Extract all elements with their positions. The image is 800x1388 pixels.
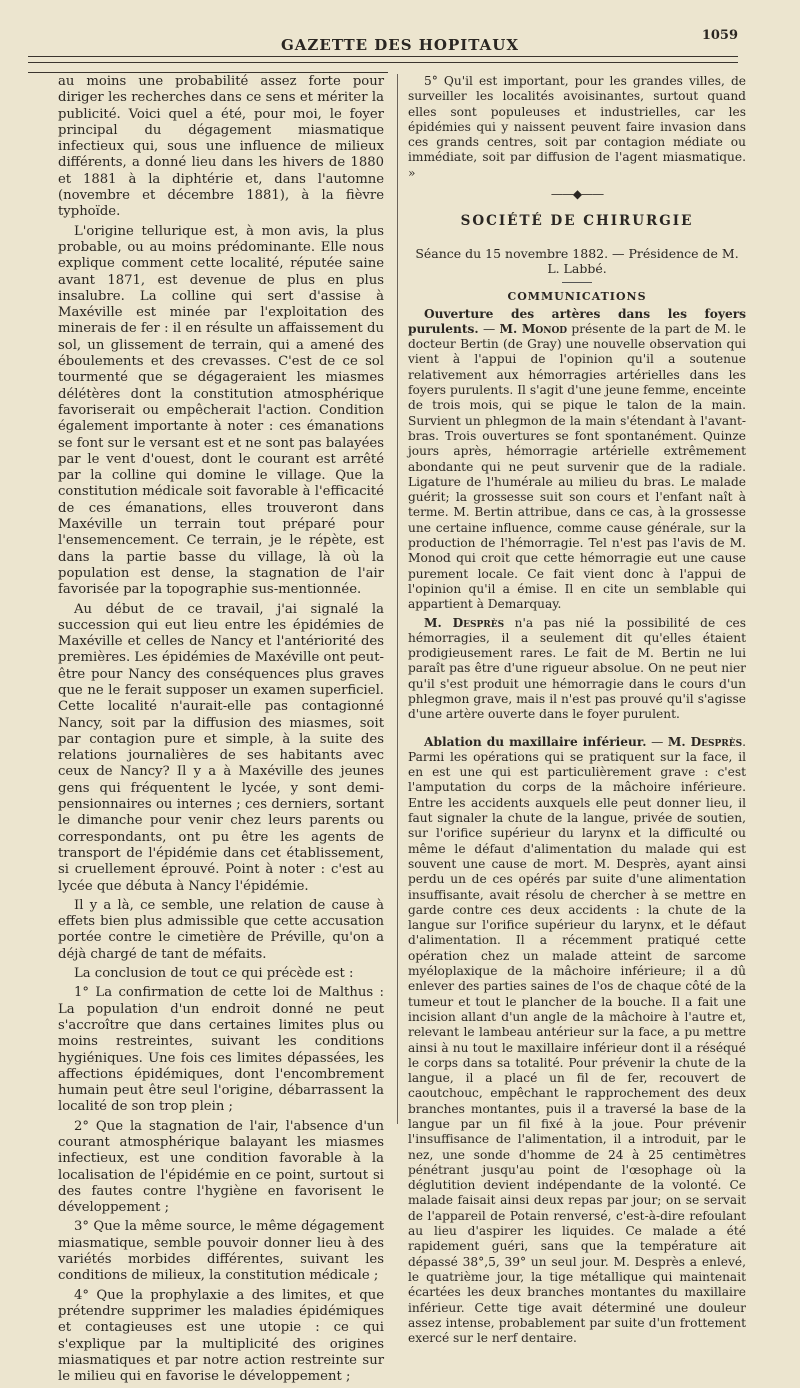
right-column <box>408 74 746 1349</box>
paragraph: Il y a là, ce semble, une relation de cause à effets bien plus admissible que cette accusation portée contre le cimetière de Préville, qu'on a déjà chargé de tant de méfaits. <box>58 897 384 962</box>
article-body: . Parmi les opérations qui se pratiquent sur la face, il en est une qui est particulièrement grave : c'est l'amputation du corps de la mâchoire inférieure. Entre les accidents auxquels elle peut donner lieu, il faut signaler la chute de la langue, privée de soutien, sur l'orifice supérieur du larynx et la difficulté ou même le défaut d'alimentation du malade qui est souvent une cause de mort. M. Desprès, ayant ainsi perdu un de ces opérés par suite d'une alimentation insuffisante, avait résolu de chercher à se mettre en garde contre ces deux accidents : la chute de la langue sur l'orifice supérieur du larynx, et le défaut d'alimentation. Il a récemment pratiqué cette opération chez un malade atteint de sarcome myéloplaxique de la mâchoire inférieure; il a dû enlever des parties saines de l'os de chaque côté de la tumeur et tout le plancher de la bouche. Il a fait une incision allant d'un angle de la mâchoire à l'autre et, relevant le lambeau antérieur sur la face, a pu mettre ainsi à nu tout le maxillaire inférieur dont il a réséqué le corps dans sa totalité. Pour prévenir la chute de la langue, il a placé un fil de fer, recouvert de caoutchouc, empêchant le rapprochement des deux branches montantes, puis il a traversé la base de la langue par un fil fixé à la joue. Pour prévenir l'insuffisance de l'alimentation, il a introduit, par le nez, une sonde d'homme de 24 à 25 centimètres pénétrant jusqu'au point de l'œsophage où la déglutition devient indépendante de la volonté. Ce malade faisait ainsi deux repas par jour; on se servait de l'appareil de Potain renversé, c'est-à-dire refoulant au lieu d'aspirer les liquides. Ce malade a été rapidement guéri, sans que la température ait dépassé 38°,5, 39° un seul jour. M. Desprès a enlevé, le quatrième jour, la tige métallique qui maintenait écartées les deux branches montantes du maxillaire inférieur. Cette tige avait déterminé une douleur assez intense, probablement par suite d'un frottement exercé sur le nerf dentaire. <box>408 734 747 1346</box>
section-title: SOCIÉTÉ DE CHIRURGIE <box>460 213 694 230</box>
paragraph: La conclusion de tout ce qui précède est : <box>74 966 354 982</box>
paragraph: 4° Que la prophylaxie a des limites, et que prétendre supprimer les maladies épidémiques et contagieuses est une utopie : ce qui s'explique par la multiplicité des origines miasmatiques et par notre action restreinte sur le milieu qui en favorise le développement ; <box>58 1287 384 1385</box>
speaker-name: M. Desprès <box>667 734 743 749</box>
speaker-name: M. Desprès <box>424 615 505 630</box>
paragraph: au moins une probabilité assez forte pour diriger les recherches dans ce sens et mériter la publicité. Voici quel a été, pour moi, le foyer principal du dégagement miasmatique infectieux qui, sous une influence de milieux différents, a donné lieu dans les hivers de 1880 et 1881 à la diphtérie et, dans l'automne (novembre et décembre 1881), à la fièvre typhoïde. <box>58 74 384 220</box>
article-body: n'a pas nié la possibilité de ces hémorragies, il a seulement dit qu'elles étaient prodigieusement rares. Le fait de M. Bertin ne lui paraît pas être d'une rigueur absolue. On ne peut nier qu'il s'est produit une hémorragie dans le cours d'un phlegmon grave, mais il n'est pas prouvé qu'il s'agisse d'une artère ouverte dans le foyer purulent. <box>408 615 746 722</box>
header-rule <box>28 56 738 57</box>
article-paragraph: Ablation du maxillaire inférieur. — M. Desprès. Parmi les opérations qui se pratiquent sur la face, il en est une qui est particulièrement grave : c'est l'amputation du corps de la mâchoire inférieure. Entre les accidents auxquels elle peut donner lieu, il faut signaler la chute de la langue, privée de soutien, sur l'orifice supérieur du larynx et la difficulté ou même le défaut d'alimentation du malade qui est souvent une cause de mort. M. Desprès, ayant ainsi perdu un de ces opérés par suite d'une alimentation insuffisante, avait résolu de chercher à se mettre en garde contre ces deux accidents : la chute de la langue sur l'orifice supérieur du larynx, et le défaut d'alimentation. Il a récemment pratiqué cette opération chez un malade atteint de sarcome myéloplaxique de la mâchoire inférieure; il a dû enlever des parties saines de l'os de chaque côté de la tumeur et tout le plancher de la bouche. Il a fait une incision allant d'un angle de la mâchoire à l'autre et, relevant le lambeau antérieur sur la face, a pu mettre ainsi à nu tout le maxillaire inférieur dont il a réséqué le corps dans sa totalité. Pour prévenir la chute de la langue, il a placé un fil de fer, recouvert de caoutchouc, empêchant le rapprochement des deux branches montantes, puis il a traversé la base de la langue par un fil fixé à la joue. Pour prévenir l'insuffisance de l'alimentation, il a introduit, par le nez, une sonde d'homme de 24 à 25 centimètres pénétrant jusqu'au point de l'œsophage où la déglutition devient indépendante de la volonté. Ce malade faisait ainsi deux repas par jour; on se servait de l'appareil de Potain renversé, c'est-à-dire refoulant au lieu d'aspirer les liquides. Ce malade a été rapidement guéri, sans que la température ait dépassé 38°,5, 39° un seul jour. M. Desprès a enlevé, le quatrième jour, la tige métallique qui maintenait écartées les deux branches montantes du maxillaire inférieur. Cette tige avait déterminé une douleur assez intense, probablement par suite d'un frottement exercé sur le nerf dentaire. <box>408 734 747 1346</box>
small-rule <box>562 282 592 283</box>
newspaper-title: GAZETTE DES HOPITAUX <box>280 36 519 54</box>
header-rule-thin <box>28 62 738 63</box>
column-top-rule <box>28 72 388 73</box>
article-body: présente de la part de M. le docteur Bertin (de Gray) une nouvelle observation qui vient à l'appui de l'opinion qu'il a soutenue relativement aux hémorragies artérielles dans les foyers purulents. Il s'agit d'une jeune femme, enceinte de trois mois, qui se pique le talon de la main. Survient un phlegmon de la main s'étendant à l'avant-bras. Trois ouvertures se font spontanément. Quinze jours après, hémorragie artérielle extrêmement abondante qui ne peut survenir que de la radiale. Ligature de l'humérale au milieu du bras. Le malade guérit; la grossesse suit son cours et l'enfant naît à terme. M. Bertin attribue, dans ce cas, à la grossesse une certaine influence, comme cause générale, sur la production de l'hémorragie. Tel n'est pas l'avis de M. Monod qui croit que cette hémorragie eut une cause purement locale. Ce fait vient donc à l'appui de l'opinion qu'il a émise. Il en cite un semblable qui appartient à Demarquay. <box>408 321 746 612</box>
left-column <box>58 74 384 1388</box>
paragraph: 1° La confirmation de cette loi de Malthus : La population d'un endroit donné ne peut s'accroître que dans certaines limites plus ou moins restreintes, suivant les conditions hygiéniques. Une fois ces limites dépassées, les affections épidémiques, dont l'encombrement humain peut être seul l'origine, débarrassent la localité de son trop plein ; <box>58 985 384 1115</box>
article-paragraph: Ouverture des artères dans les foyers purulents. — M. Monod présente de la part de M. le docteur Bertin (de Gray) une nouvelle observation qui vient à l'appui de l'opinion qu'il a soutenue relativement aux hémorragies artérielles dans les foyers purulents. Il s'agit d'une jeune femme, enceinte de trois mois, qui se pique le talon de la main. Survient un phlegmon de la main s'étendant à l'avant-bras. Trois ouvertures se font spontanément. Quinze jours après, hémorragie artérielle extrêmement abondante qui ne peut survenir que de la radiale. Ligature de l'humérale au milieu du bras. Le malade guérit; la grossesse suit son cours et l'enfant naît à terme. M. Bertin attribue, dans ce cas, à la grossesse une certaine influence, comme cause générale, sur la production de l'hémorragie. Tel n'est pas l'avis de M. Monod qui croit que cette hémorragie eut une cause purement locale. Ce fait vient donc à l'appui de l'opinion qu'il a émise. Il en cite un semblable qui appartient à Demarquay. <box>408 306 746 612</box>
ornament-separator: ——◆—— <box>550 187 604 202</box>
speaker-name: M. Monod <box>499 321 568 336</box>
paragraph: Au début de ce travail, j'ai signalé la succession qui eut lieu entre les épidémies de Maxéville et celles de Nancy et l'antériorité des premières. Les épidémies de Maxéville ont peut-être pour Nancy des conséquences plus graves que ne le ferait supposer un examen superficiel. Cette localité n'aurait-elle pas contagionné Nancy, soit par la diffusion des miasmes, soit par contagion pure et simple, à la suite des relations journalières de ses habitants avec ceux de Nancy? Il y a à Maxéville des jeunes gens qui fréquentent le lycée, y sont demi-pensionnaires ou internes ; ces derniers, sortant le dimanche pour venir chez leurs parents ou correspondants, ont pu être les agents de transport de l'épidémie dans cet établissement, si cruellement éprouvé. Point à noter : c'est au lycée que débuta à Nancy l'épidémie. <box>58 601 384 894</box>
communications-heading: COMMUNICATIONS <box>507 290 647 304</box>
article-title: Ablation du maxillaire inférieur. <box>424 734 647 749</box>
paragraph: 5° Qu'il est important, pour les grandes villes, de surveiller les localités avoisinantes, surtout quand elles sont populeuses et industrielles, car les épidémies qui y naissent peuvent faire invasion dans ces grands centres, soit par contagion médiate ou immédiate, soit par diffusion de l'agent miasmatique. » <box>408 74 746 180</box>
article-paragraph <box>408 616 746 723</box>
paragraph: L'origine tellurique est, à mon avis, la plus probable, ou au moins prédominante. Elle nous explique comment cette localité, réputée saine avant 1871, est devenue de plus en plus insalubre. La colline qui sert d'assise à Maxéville est minée par l'exploitation des minerais de fer : il en résulte un affaissement du sol, un glissement de terrain, qui a amené des éboulements et des crevasses. C'est de ce sol tourmenté que se dégageraient les miasmes délétères dont la constitution atmosphérique favoriserait ou empêcherait l'action. Condition également importante à noter : ces émanations se font sur le versant est et ne sont pas balayées par le vent d'ouest, dont le courant est arrêté par la colline qui domine le village. Que la constitution médicale soit favorable à l'efficacité de ces émanations, elles trouveront dans Maxéville un terrain tout préparé pour l'ensemencement. Ce terrain, je le répète, est dans la partie basse du village, là où la population est dense, la stagnation de l'air favorisée par la topographie sus-mentionnée. <box>58 223 384 598</box>
seance-line: Séance du 15 novembre 1882. — Présidence de M. L. Labbé. <box>415 245 739 276</box>
paragraph: 3° Que la même source, le même dégagement miasmatique, semble pouvoir donner lieu à des variétés morbides différentes, suivant les conditions de milieux, la constitution médicale ; <box>58 1219 384 1284</box>
column-divider <box>397 74 398 1124</box>
article-title: Ouverture des artères dans les foyers purulents. <box>408 306 746 336</box>
page-number: 1059 <box>701 28 738 43</box>
paragraph: 2° Que la stagnation de l'air, l'absence d'un courant atmosphérique balayant les miasmes infectieux, est une condition favorable à la localisation de l'épidémie en ce point, surtout si des fautes contre l'hygiène en favorisent le développement ; <box>58 1118 384 1216</box>
